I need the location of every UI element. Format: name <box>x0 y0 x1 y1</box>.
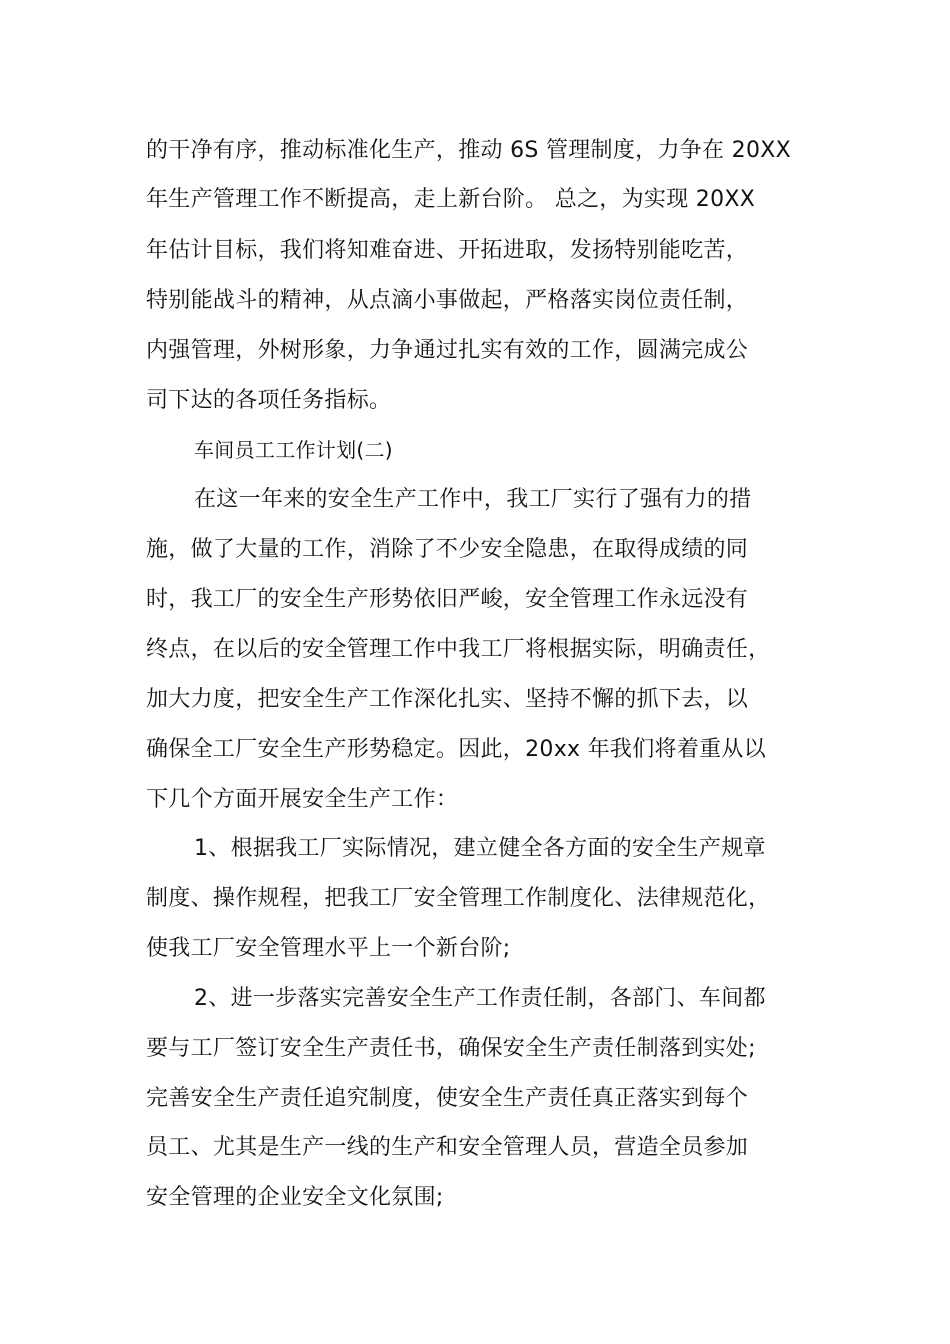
text-line: 安全管理的企业安全文化氛围; <box>146 1185 444 1210</box>
text-line: 制度、操作规程，把我工厂安全管理工作制度化、法律规范化， <box>146 886 771 911</box>
text-line: 年生产管理工作不断提高，走上新台阶。 总之，为实现 20XX <box>146 187 756 212</box>
text-line: 加大力度，把安全生产工作深化扎实、坚持不懈的抓下去，以 <box>146 687 749 712</box>
section-heading: 车间员工工作计划(二) <box>194 438 393 462</box>
text-line: 终点，在以后的安全管理工作中我工厂将根据实际，明确责任， <box>146 637 771 662</box>
text-line: 年估计目标，我们将知难奋进、开拓进取，发扬特别能吃苦， <box>146 238 749 263</box>
text-line: 司下达的各项任务指标。 <box>146 388 392 413</box>
text-line: 特别能战斗的精神，从点滴小事做起，严格落实岗位责任制， <box>146 288 749 313</box>
paragraph-first-line: 在这一年来的安全生产工作中，我工厂实行了强有力的措 <box>194 487 752 512</box>
text-line: 下几个方面开展安全生产工作： <box>146 787 459 812</box>
text-line: 内强管理，外树形象，力争通过扎实有效的工作，圆满完成公 <box>146 338 749 363</box>
text-line: 要与工厂签订安全生产责任书，确保安全生产责任制落到实处; <box>146 1036 756 1061</box>
text-line: 的干净有序，推动标准化生产，推动 6S 管理制度，力争在 20XX <box>146 138 791 163</box>
text-line: 时，我工厂的安全生产形势依旧严峻，安全管理工作永远没有 <box>146 587 749 612</box>
list-item-2-first-line: 2、进一步落实完善安全生产工作责任制，各部门、车间都 <box>194 986 766 1011</box>
text-line: 使我工厂安全管理水平上一个新台阶; <box>146 936 511 961</box>
text-line: 员工、尤其是生产一线的生产和安全管理人员，营造全员参加 <box>146 1135 749 1160</box>
text-line: 确保全工厂安全生产形势稳定。因此，20xx 年我们将着重从以 <box>146 737 767 762</box>
text-line: 完善安全生产责任追究制度，使安全生产责任真正落实到每个 <box>146 1086 749 1111</box>
list-item-1-first-line: 1、根据我工厂实际情况，建立健全各方面的安全生产规章 <box>194 836 766 861</box>
text-line: 施，做了大量的工作，消除了不少安全隐患，在取得成绩的同 <box>146 537 749 562</box>
